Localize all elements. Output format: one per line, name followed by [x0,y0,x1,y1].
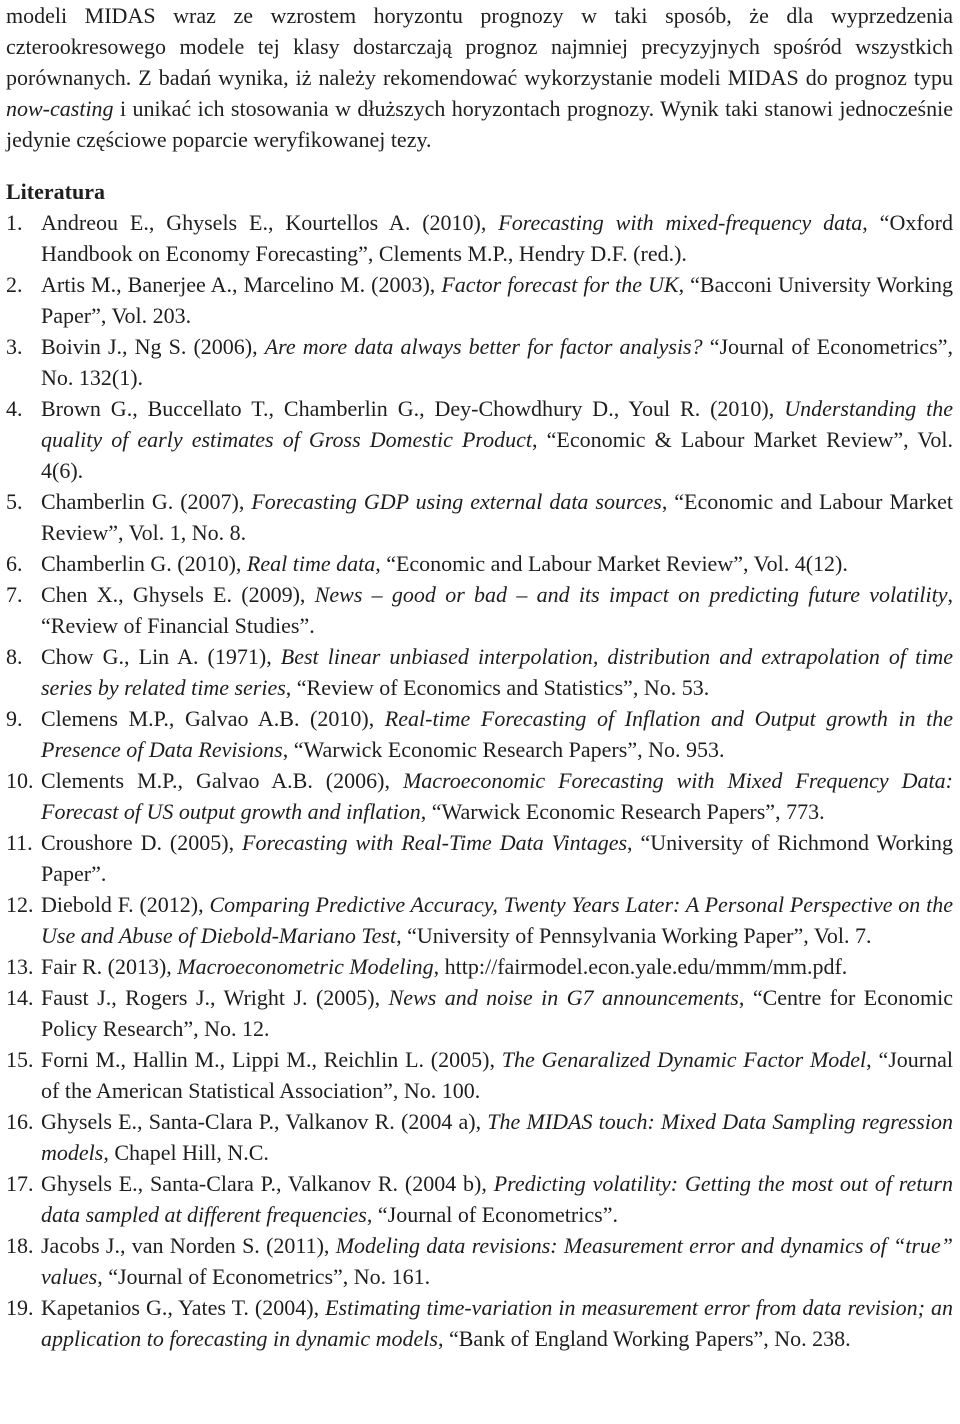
reference-source: , “Warwick Economic Research Papers”, 773. [420,799,825,824]
reference-authors: Clemens M.P., Galvao A.B. (2010), [41,706,385,731]
intro-text-1: modeli MIDAS wraz ze wzrostem horyzontu prognozy w taki sposób, że dla wyprzedzenia czterookresowego modele tej klasy dostarczają prognoz najmniej precyzyjnych spośród wszystkich porównanych. Z badań wynika, iż należy rekomendować wykorzystanie modeli MIDAS do prognoz typu [6,3,953,90]
reference-title: Predicting volatility: Getting the most out of return data sampled at different frequencies [41,1171,953,1227]
reference-authors: Croushore D. (2005), [41,830,243,855]
reference-number: 4. [6,396,23,421]
reference-authors: Jacobs J., van Norden S. (2011), [41,1233,336,1258]
reference-title: The Genaralized Dynamic Factor Model [501,1047,867,1072]
reference-source: , http://fairmodel.econ.yale.edu/mmm/mm.pdf. [433,954,848,979]
reference-source: “Journal of Econometrics”, No. 132(1). [41,334,953,390]
intro-text-italic: now-casting [6,96,114,121]
reference-number: 15. [6,1047,34,1072]
reference-title: Real-time Forecasting of Inflation and Output growth in the Presence of Data Revisions [41,706,953,762]
reference-item [6,1292,953,1354]
reference-authors: Chow G., Lin A. (1971), [41,644,281,669]
reference-title: Forecasting with Real-Time Data Vintages [242,830,628,855]
reference-source: , “Review of Economics and Statistics”, No. 53. [285,675,710,700]
reference-authors: Fair R. (2013), [41,954,178,979]
reference-title: News – good or bad – and its impact on predicting future volatility [314,582,948,607]
reference-title: Forecasting with mixed-frequency data [498,210,863,235]
reference-authors: Forni M., Hallin M., Lippi M., Reichlin L. (2005), [41,1047,502,1072]
reference-item [6,1044,953,1106]
reference-number: 9. [6,706,23,731]
reference-item [6,951,953,982]
reference-source: , “Journal of Econometrics”. [366,1202,618,1227]
reference-authors: Faust J., Rogers J., Wright J. (2005), [41,985,389,1010]
bibliography-heading: Literatura [6,179,105,204]
reference-authors: Boivin J., Ng S. (2006), [41,334,265,359]
reference-authors: Diebold F. (2012), [41,892,210,917]
reference-authors: Clements M.P., Galvao A.B. (2006), [41,768,403,793]
reference-source: , Chapel Hill, N.C. [103,1140,269,1165]
reference-authors: Chen X., Ghysels E. (2009), [41,582,315,607]
reference-source: , “Economic & Labour Market Review”, Vol. 4(6). [41,427,953,483]
reference-title: Estimating time-variation in measurement error from data revision; an application to forecasting in dynamic models [41,1295,953,1351]
reference-item [6,889,953,951]
reference-list [6,207,953,1354]
reference-number: 18. [6,1233,34,1258]
reference-authors: Ghysels E., Santa-Clara P., Valkanov R. (2004 a), [41,1109,488,1134]
reference-item [6,827,953,889]
reference-source: , “Warwick Economic Research Papers”, No. 953. [282,737,725,762]
reference-title: Macroeconometric Modeling [177,954,434,979]
reference-number: 8. [6,644,23,669]
reference-source: , “Bacconi University Working Paper”, Vol. 203. [41,272,953,328]
reference-source: , “Journal of Econometrics”, No. 161. [97,1264,431,1289]
reference-number: 5. [6,489,23,514]
reference-source: , “Review of Financial Studies”. [41,582,953,638]
reference-item [6,1230,953,1292]
reference-source: , “Oxford Handbook on Economy Forecasting”, Clements M.P., Hendry D.F. (red.). [41,210,953,266]
reference-source: , “University of Pennsylvania Working Paper”, Vol. 7. [396,923,872,948]
reference-number: 2. [6,272,23,297]
reference-title: Modeling data revisions: Measurement error and dynamics of “true” values [41,1233,953,1289]
reference-number: 12. [6,892,34,917]
reference-number: 14. [6,985,34,1010]
intro-text-2: i unikać ich stosowania w dłuższych horyzontach prognozy. Wynik taki stanowi jednocześnie jedynie częściowe poparcie weryfikowanej tezy. [6,96,953,152]
reference-authors: Kapetanios G., Yates T. (2004), [41,1295,326,1320]
reference-source: , “Economic and Labour Market Review”, Vol. 1, No. 8. [41,489,953,545]
reference-item [6,393,953,486]
reference-item [6,1106,953,1168]
reference-authors: Artis M., Banerjee A., Marcelino M. (2003), [41,272,442,297]
reference-title: Are more data always better for factor analysis? [264,334,703,359]
reference-title: Factor forecast for the UK [441,272,679,297]
reference-title: The MIDAS touch: Mixed Data Sampling regression models [41,1109,953,1165]
reference-title: Understanding the quality of early estimates of Gross Domestic Product [41,396,953,452]
reference-source: , “Journal of the American Statistical Association”, No. 100. [41,1047,953,1103]
reference-title: Comparing Predictive Accuracy, Twenty Years Later: A Personal Perspective on the Use and Abuse of Diebold-Mariano Test [41,892,953,948]
reference-authors: Brown G., Buccellato T., Chamberlin G., Dey-Chowdhury D., Youl R. (2010), [41,396,785,421]
reference-item [6,1168,953,1230]
reference-source: , “Bank of England Working Papers”, No. 238. [437,1326,851,1351]
reference-number: 7. [6,582,23,607]
reference-source: , “Centre for Economic Policy Research”, No. 12. [41,985,953,1041]
reference-title: Best linear unbiased interpolation, distribution and extrapolation of time series by related time series [41,644,954,700]
reference-title: News and noise in G7 announcements [388,985,739,1010]
reference-number: 13. [6,954,34,979]
reference-number: 1. [6,210,23,235]
reference-item [6,207,953,269]
reference-item [6,579,953,641]
reference-number: 11. [6,830,33,855]
reference-item [6,982,953,1044]
reference-item [6,548,953,579]
reference-item [6,703,953,765]
reference-item [6,269,953,331]
reference-number: 17. [6,1171,34,1196]
reference-authors: Andreou E., Ghysels E., Kourtellos A. (2010), [41,210,499,235]
reference-number: 6. [6,551,23,576]
reference-source: , “Economic and Labour Market Review”, Vol. 4(12). [375,551,848,576]
reference-number: 10. [6,768,34,793]
reference-item [6,331,953,393]
intro-paragraph [6,0,953,155]
reference-item [6,641,953,703]
reference-title: Macroeconomic Forecasting with Mixed Frequency Data: Forecast of US output growth and inflation [41,768,953,824]
reference-authors: Chamberlin G. (2010), [41,551,247,576]
reference-item [6,765,953,827]
reference-number: 3. [6,334,23,359]
reference-authors: Ghysels E., Santa-Clara P., Valkanov R. (2004 b), [41,1171,494,1196]
reference-number: 16. [6,1109,34,1134]
reference-authors: Chamberlin G. (2007), [41,489,252,514]
reference-number: 19. [6,1295,34,1320]
reference-title: Forecasting GDP using external data sources [251,489,662,514]
reference-title: Real time data [246,551,376,576]
reference-source: , “University of Richmond Working Paper”. [41,830,953,886]
reference-item [6,486,953,548]
